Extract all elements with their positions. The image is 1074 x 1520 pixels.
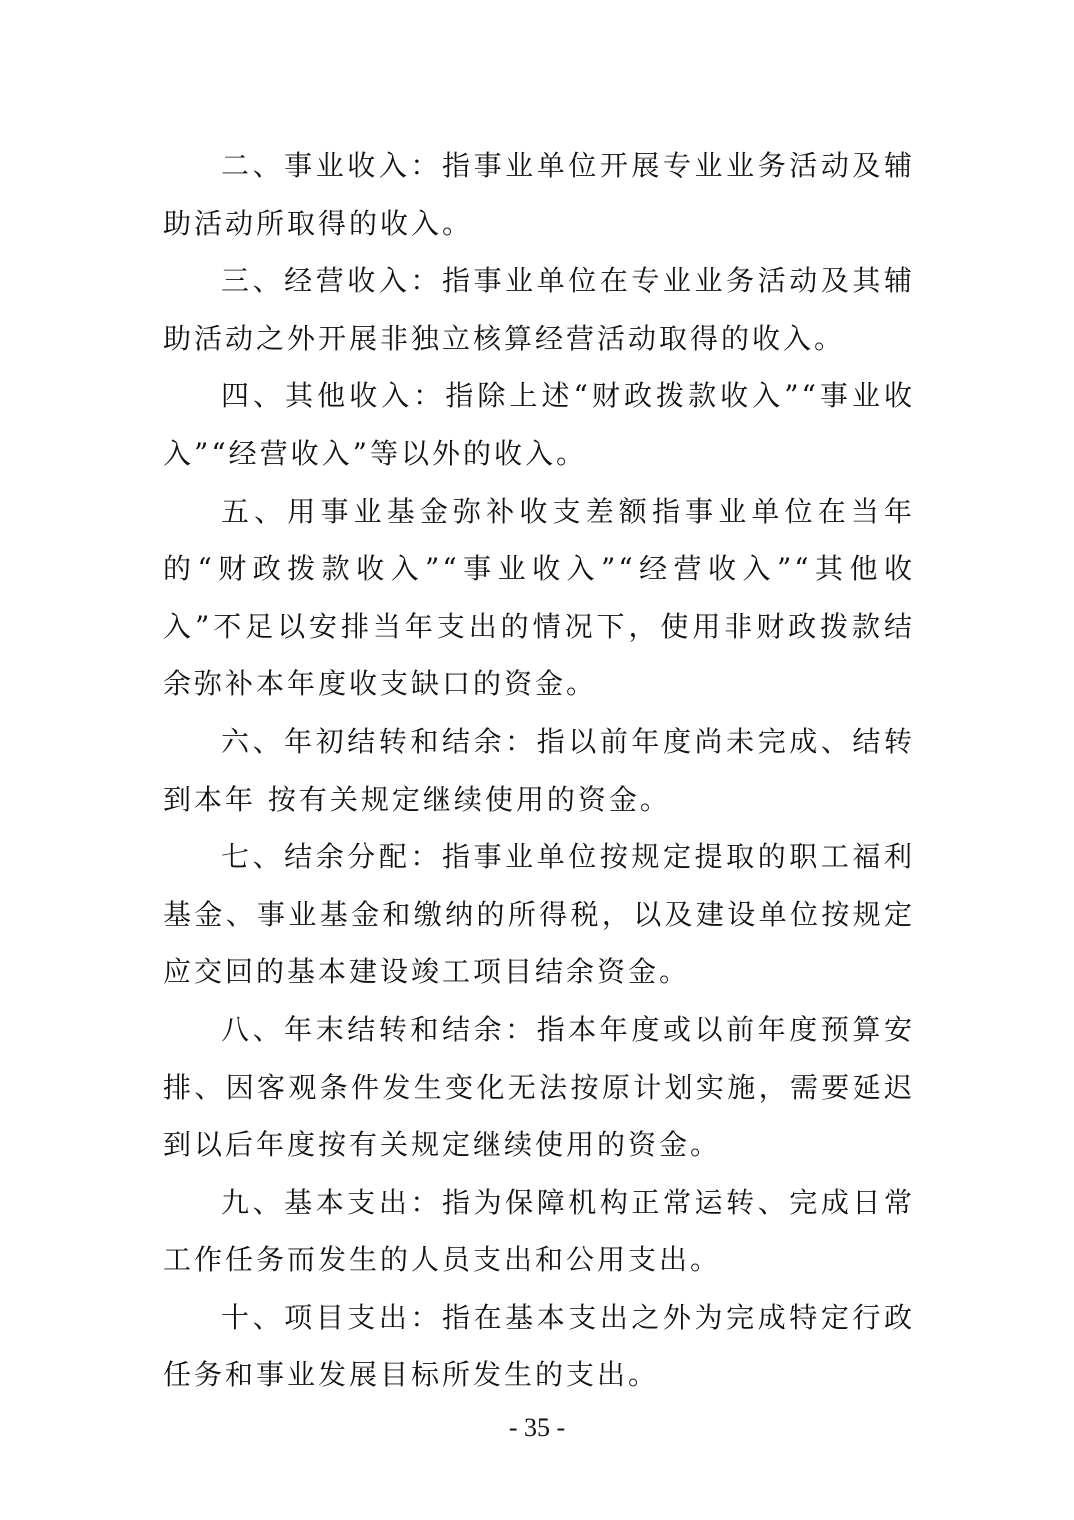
document-body: [163, 137, 915, 1404]
paragraph-operating-income: 三、经营收入：指事业单位在专业业务活动及其辅助活动之外开展非独立核算经营活动取得的收入。: [163, 264, 915, 355]
paragraph-fund-offset: 五、用事业基金弥补收支差额指事业单位在当年的“财政拨款收入”“事业收入”“经营收入”“其他收入”不足以安排当年支出的情况下，使用非财政拨款结余弥补本年度收支缺口的资金。: [163, 494, 915, 701]
paragraph-opening-carryover: 六、年初结转和结余：指以前年度尚未完成、结转到本年 按有关规定继续使用的资金。: [163, 724, 915, 816]
paragraph-other-income: 四、其他收入：指除上述“财政拨款收入”“事业收入”“经营收入”等以外的收入。: [163, 379, 915, 470]
paragraph-project-expenditure: 十、项目支出：指在基本支出之外为完成特定行政任务和事业发展目标所发生的支出。: [163, 1300, 915, 1392]
paragraph-basic-expenditure: 九、基本支出：指为保障机构正常运转、完成日常工作任务而发生的人员支出和公用支出。: [163, 1185, 915, 1277]
paragraph-closing-carryover: 八、年末结转和结余：指本年度或以前年度预算安排、因客观条件发生变化无法按原计划实施，需要延迟到以后年度按有关规定继续使用的资金。: [163, 1012, 915, 1162]
page-number: - 35 -: [508, 1413, 566, 1442]
paragraph-surplus-distribution: 七、结余分配：指事业单位按规定提取的职工福利基金、事业基金和缴纳的所得税，以及建设单位按规定应交回的基本建设竣工项目结余资金。: [163, 840, 915, 989]
paragraph-business-income: 二、事业收入：指事业单位开展专业业务活动及辅助活动所取得的收入。: [163, 149, 915, 240]
